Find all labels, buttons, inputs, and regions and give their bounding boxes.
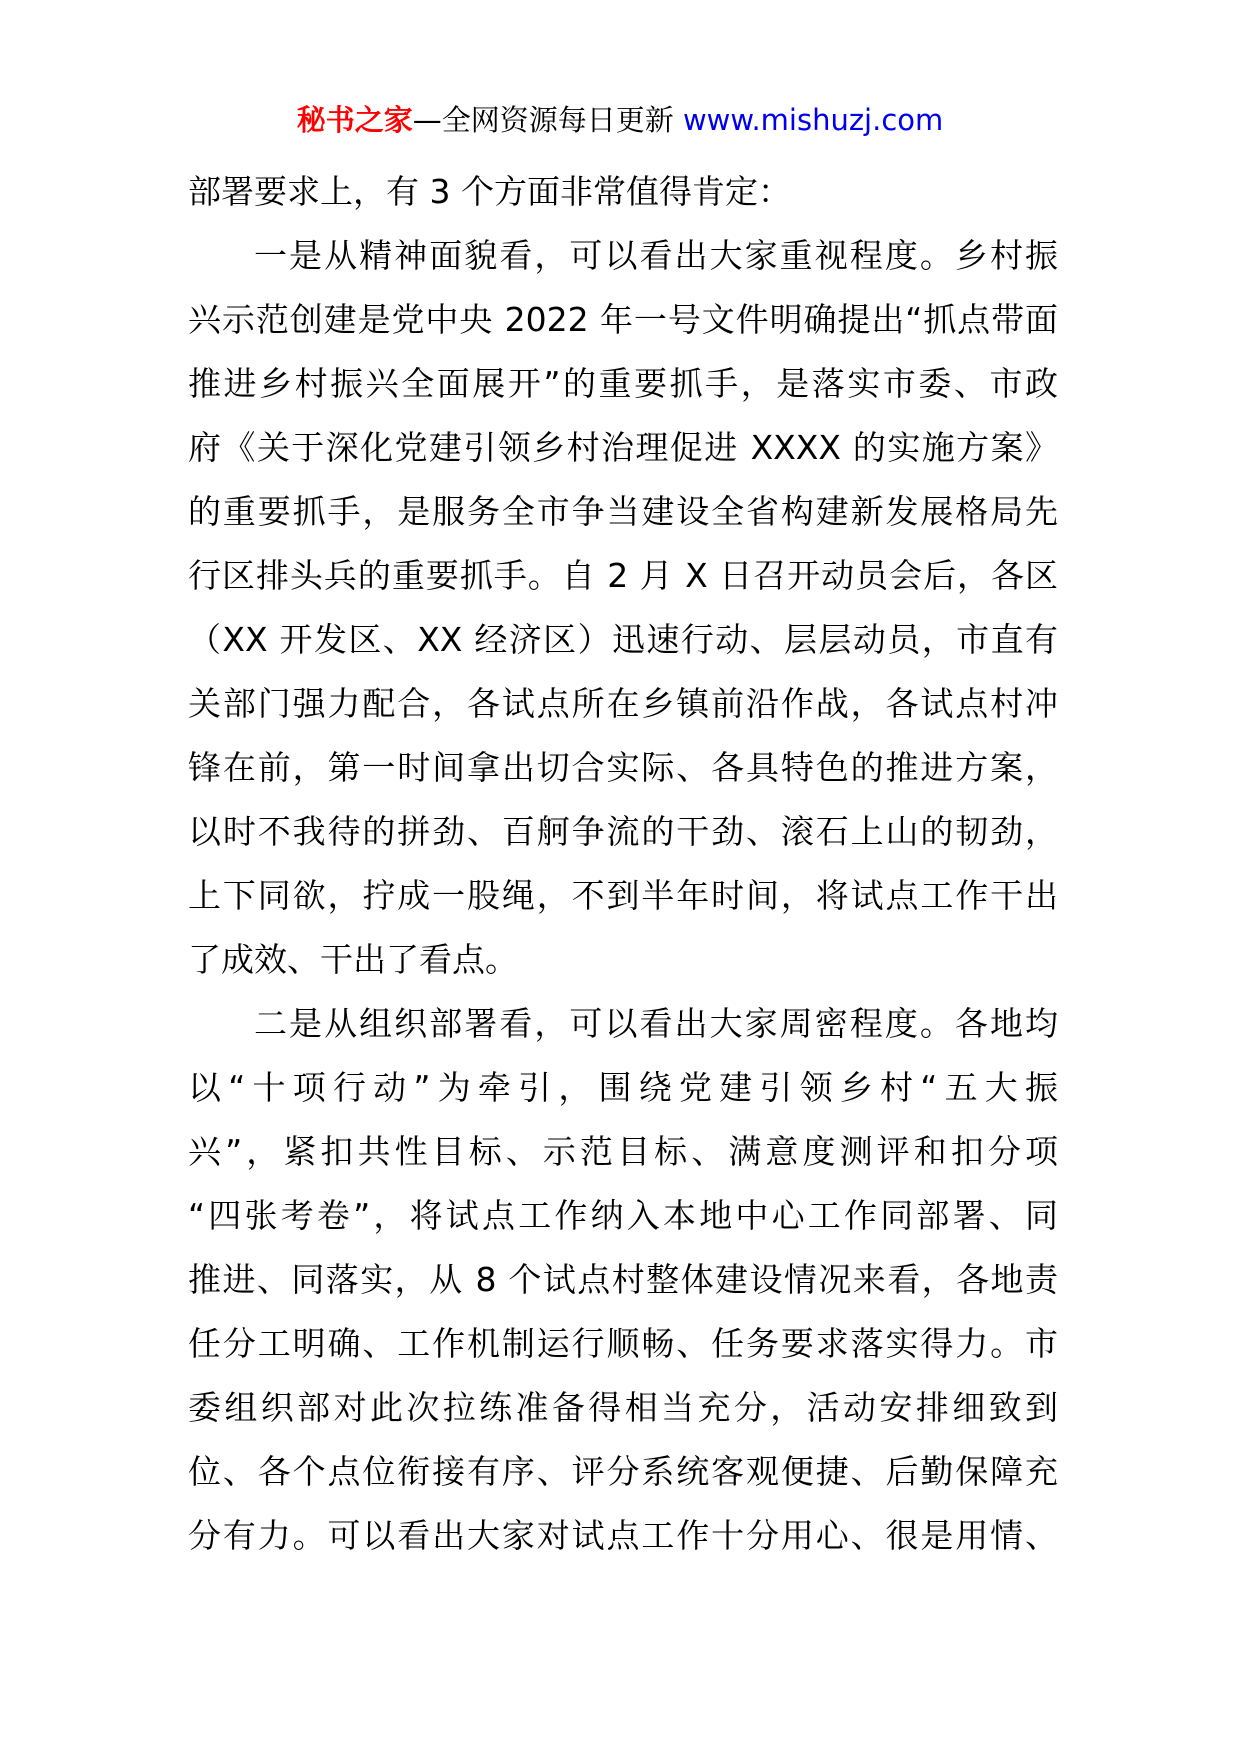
page-header: [0, 100, 1240, 140]
text-line: 位、各个点位衔接有序、评分系统客观便捷、后勤保障充: [188, 1452, 1058, 1491]
text-line: 行区排头兵的重要抓手。自 2 月 X 日召开动员会后，各区: [188, 556, 1058, 595]
brand-name: 秘书之家: [296, 103, 413, 137]
text-line: “四张考卷”，将试点工作纳入本地中心工作同部署、同: [188, 1196, 1058, 1235]
text-line: 以时不我待的拼劲、百舸争流的干劲、滚石上山的韧劲，: [188, 812, 1058, 851]
text-line: 锋在前，第一时间拿出切合实际、各具特色的推进方案，: [188, 748, 1058, 787]
text-line: 部署要求上，有 3 个方面非常值得肯定：: [188, 172, 791, 211]
text-line: 委组织部对此次拉练准备得相当充分，活动安排细致到: [188, 1388, 1058, 1427]
header-tagline: —全网资源每日更新: [412, 103, 674, 137]
site-url-link[interactable]: www.mishuzj.com: [682, 103, 944, 137]
text-line: 的重要抓手，是服务全市争当建设全省构建新发展格局先: [188, 492, 1058, 531]
text-line: 推进、同落实，从 8 个试点村整体建设情况来看，各地责: [188, 1260, 1058, 1299]
text-line: 府《关于深化党建引领乡村治理促进 XXXX 的实施方案》: [188, 428, 1058, 467]
text-line: 了成效、干出了看点。: [188, 940, 518, 979]
text-line: 兴示范创建是党中央 2022 年一号文件明确提出“抓点带面: [188, 300, 1058, 339]
paragraph-first-line: 一是从精神面貌看，可以看出大家重视程度。乡村振: [254, 236, 1058, 275]
text-line: 分有力。可以看出大家对试点工作十分用心、很是用情、: [188, 1516, 1058, 1555]
text-line: （XX 开发区、XX 经济区）迅速行动、层层动员，市直有: [188, 620, 1058, 659]
text-line: 推进乡村振兴全面展开”的重要抓手，是落实市委、市政: [188, 364, 1058, 403]
document-body: [188, 160, 1058, 1568]
text-line: 关部门强力配合，各试点所在乡镇前沿作战，各试点村冲: [188, 684, 1058, 723]
paragraph-first-line: 二是从组织部署看，可以看出大家周密程度。各地均: [254, 1004, 1058, 1043]
text-line: 兴”，紧扣共性目标、示范目标、满意度测评和扣分项: [188, 1132, 1058, 1171]
text-line: 任分工明确、工作机制运行顺畅、任务要求落实得力。市: [188, 1324, 1058, 1363]
text-line: 以“十项行动”为牵引，围绕党建引领乡村“五大振: [188, 1068, 1058, 1107]
text-line: 上下同欲，拧成一股绳，不到半年时间，将试点工作干出: [188, 876, 1058, 915]
